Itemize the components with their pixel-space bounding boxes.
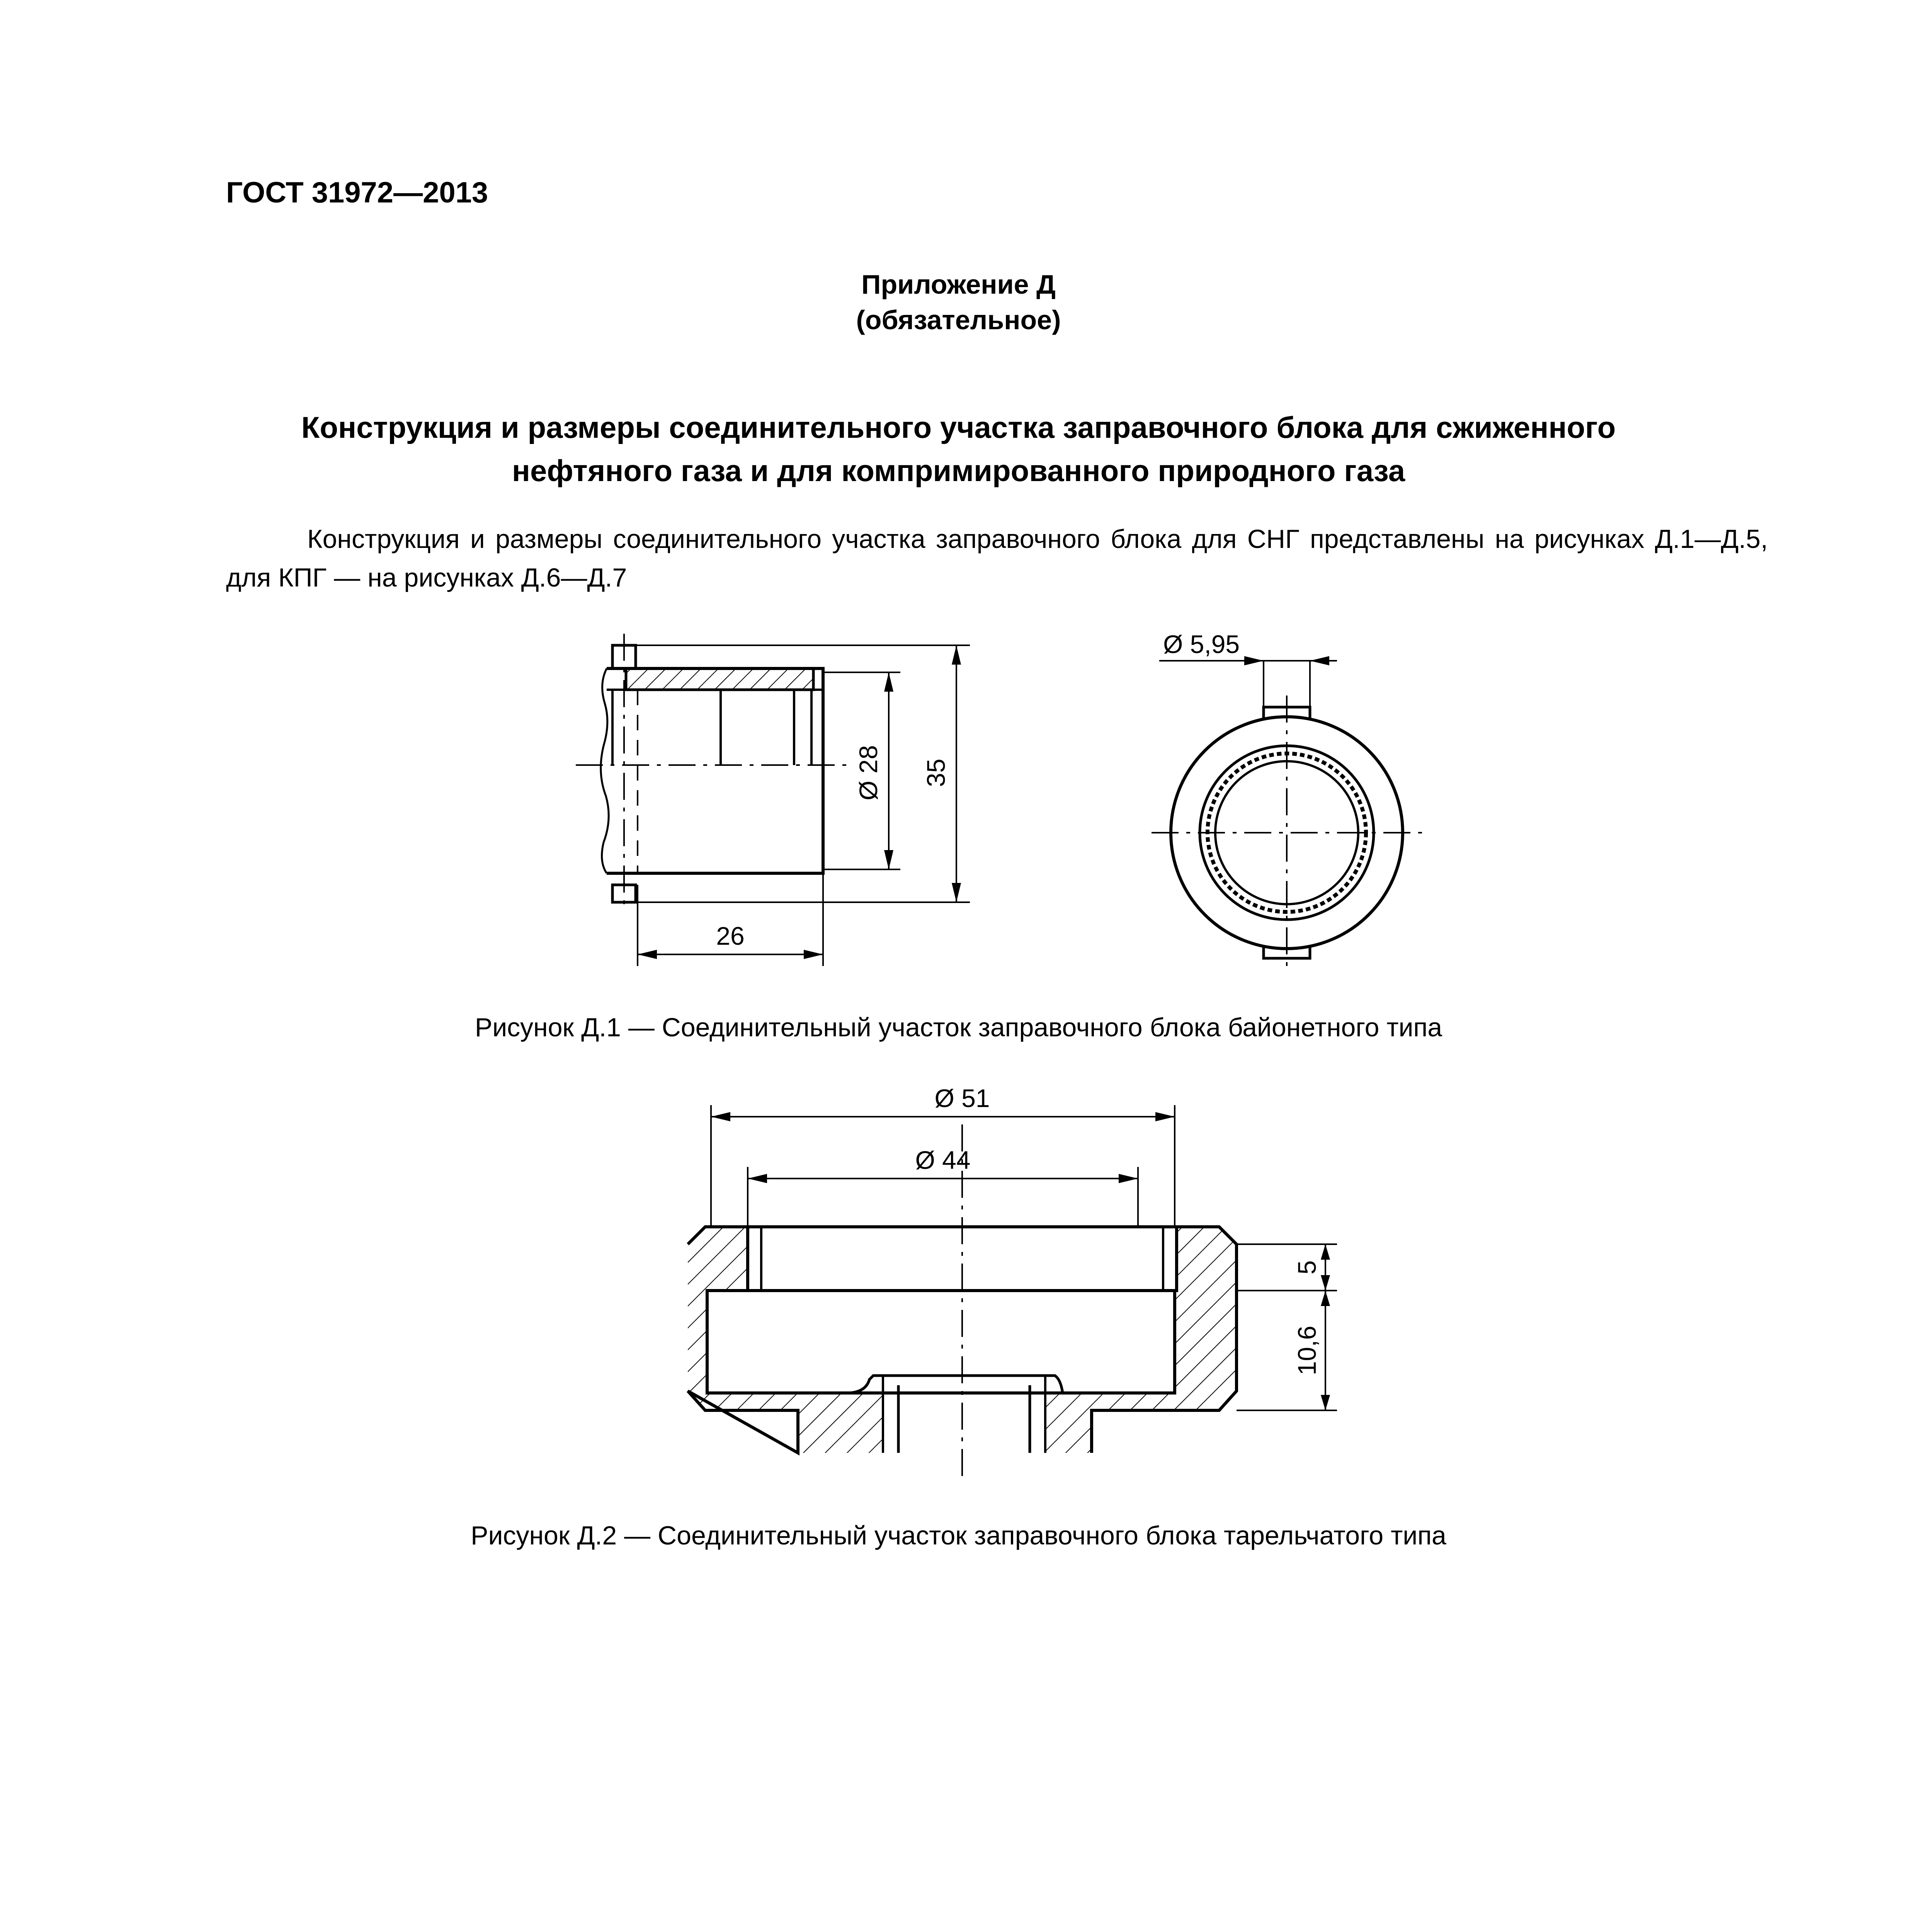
dim-height-10-6: 10,6 — [1293, 1325, 1321, 1376]
intro-paragraph: Конструкция и размеры соединительного участка заправочного блока для СНГ представлены на рисунках Д.1—Д.5, для КПГ — на рисунках Д.6—Д.7 — [226, 524, 1768, 592]
dim-diameter-51: Ø 51 — [934, 1084, 990, 1112]
standard-number: ГОСТ 31972—2013 — [226, 176, 488, 209]
heading-line-1: Конструкция и размеры соединительного участка заправочного блока для сжиженного — [301, 410, 1616, 444]
break-line — [601, 668, 609, 873]
figure-d1-side-view — [560, 634, 1005, 974]
dim-diameter-5-95: Ø 5,95 — [1163, 630, 1240, 658]
appendix-header — [0, 267, 1917, 338]
section-heading — [0, 406, 1917, 492]
dim-length-26: 26 — [716, 922, 745, 950]
figure-d1-caption: Рисунок Д.1 — Соединительный участок заправочного блока байонетного типа — [475, 1013, 1442, 1042]
dim-length-35: 35 — [922, 759, 950, 787]
figure-d1-front-view — [1140, 626, 1449, 974]
wall-section — [626, 668, 813, 690]
figure-d2-caption: Рисунок Д.2 — Соединительный участок заправочного блока тарельчатого типа — [471, 1521, 1446, 1550]
heading-line-2: нефтяного газа и для компримированного природного газа — [512, 454, 1405, 488]
figure-d2-section-view — [657, 1074, 1372, 1492]
appendix-title: Приложение Д — [861, 269, 1056, 299]
dim-diameter-44: Ø 44 — [915, 1146, 971, 1174]
dim-diameter-28: Ø 28 — [854, 745, 883, 801]
appendix-status: (обязательное) — [856, 305, 1061, 335]
dim-height-5: 5 — [1293, 1260, 1321, 1275]
